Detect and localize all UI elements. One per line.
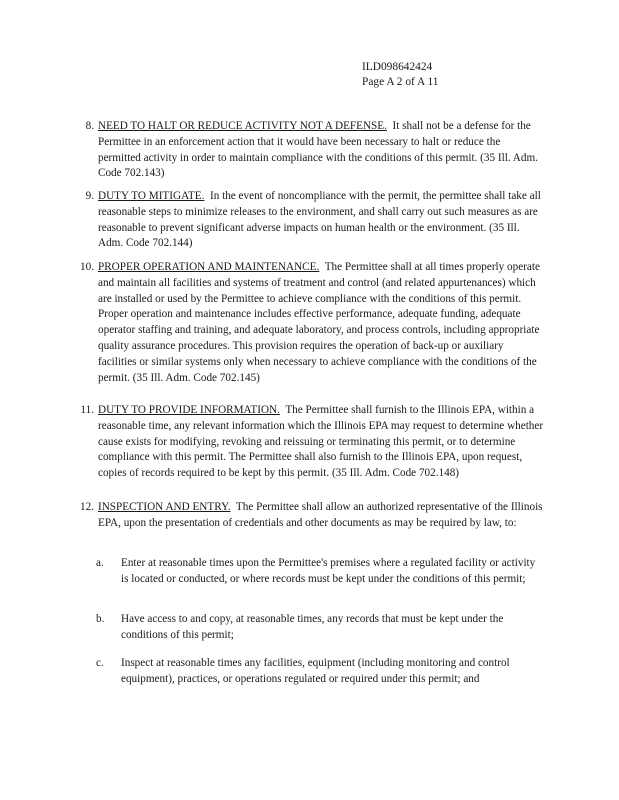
page-header — [362, 60, 438, 90]
condition-item-11 — [60, 403, 544, 482]
item-body: In the event of noncompliance with the permit, the permittee shall take all reasonable steps to minimize releases to the environment, and shall carry out such measures as are reasonable to prevent significant adverse impacts on human health or the environment. (35 Ill. Adm. Code 702.144) — [98, 190, 541, 250]
subitem-text: Inspect at reasonable times any facilities, equipment (including monitoring and control equipment), practices, or operations regulated or required under this permit; and — [121, 657, 510, 685]
item-body: The Permittee shall furnish to the Illinois EPA, within a reasonable time, any relevant information which the Illinois EPA may request to determine whether cause exists for modifying, revoking and reissuing or terminating this permit, or to determine compliance with this permit. The Permittee shall also furnish to the Illinois EPA, upon request, copies of records required to be kept by this permit. (35 Ill. Adm. Code 702.148) — [98, 404, 544, 480]
item-heading: DUTY TO PROVIDE INFORMATION. — [98, 404, 280, 416]
item-text — [98, 500, 544, 532]
item-number: 10. — [80, 261, 94, 273]
document-id: ILD098642424 — [362, 61, 433, 73]
subitem-a — [60, 556, 544, 588]
condition-item-10 — [60, 260, 544, 386]
item-number: 9. — [85, 190, 94, 202]
item-heading: PROPER OPERATION AND MAINTENANCE. — [98, 261, 320, 273]
condition-item-8 — [60, 119, 544, 182]
item-number: 8. — [85, 120, 94, 132]
item-text — [98, 260, 544, 386]
item-body: It shall not be a defense for the Permittee in an enforcement action that it would have been necessary to halt or reduce the permitted activity in order to maintain compliance with the conditions of this permit. (35 Ill. Adm. Code 702.143) — [98, 120, 538, 180]
item-number: 12. — [80, 501, 94, 513]
page-number: Page A 2 of A 11 — [362, 76, 439, 88]
subitem-letter: c. — [96, 657, 104, 669]
item-text — [98, 189, 544, 252]
subitem-text: Enter at reasonable times upon the Permittee's premises where a regulated facility or activity is located or conducted, or where records must be kept under the conditions of this permit; — [121, 557, 536, 585]
item-number: 11. — [80, 404, 94, 416]
item-body: The Permittee shall at all times properly operate and maintain all facilities and systems of treatment and control (and related appurtenances) which are installed or used by the Permittee to achieve compliance with the conditions of this permit. Proper operation and maintenance includes effective performance, adequate funding, adequate operator staffing and training, and adequate laboratory, and process controls, including appropriate quality assurance procedures. This provision requires the operation of back-up or auxiliary facilities or similar systems only when necessary to achieve compliance with the conditions of the permit. (35 Ill. Adm. Code 702.145) — [98, 261, 540, 384]
subitem-c — [60, 656, 544, 688]
item-text — [98, 403, 544, 482]
item-body: The Permittee shall allow an authorized representative of the Illinois EPA, upon the presentation of credentials and other documents as may be required by law, to: — [98, 501, 543, 529]
item-heading: INSPECTION AND ENTRY. — [98, 501, 231, 513]
condition-item-9 — [60, 189, 544, 252]
subitem-text: Have access to and copy, at reasonable times, any records that must be kept under the conditions of this permit; — [121, 613, 504, 641]
subitem-letter: a. — [96, 557, 104, 569]
subitem-letter: b. — [96, 613, 105, 625]
subitem-b — [60, 612, 544, 644]
item-heading: NEED TO HALT OR REDUCE ACTIVITY NOT A DEFENSE. — [98, 120, 387, 132]
condition-item-12 — [60, 500, 544, 532]
item-text — [98, 119, 544, 182]
item-heading: DUTY TO MITIGATE. — [98, 190, 205, 202]
